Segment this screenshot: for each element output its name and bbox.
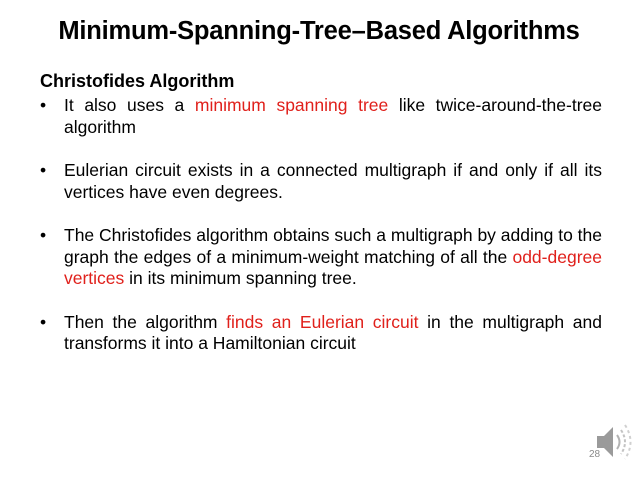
bullet-text: Eulerian circuit exists in a connected multigraph if and only if all its vertices have even degrees. bbox=[64, 160, 602, 202]
highlighted-text: minimum spanning tree bbox=[194, 95, 389, 115]
page-number: 28 bbox=[589, 449, 601, 460]
bullet-list bbox=[40, 95, 602, 355]
bullet-text: in its minimum spanning tree. bbox=[124, 268, 357, 288]
bullet-marker: • bbox=[40, 160, 47, 180]
bullet-marker: • bbox=[40, 311, 47, 332]
bullet-item bbox=[40, 312, 602, 355]
speaker-body bbox=[597, 427, 613, 457]
bullet-text: It also uses a bbox=[64, 95, 195, 115]
bullet-item bbox=[40, 225, 602, 290]
bullet-text: The Christofides algorithm obtains such a multigraph by adding to the graph the edges of a minimum-weight matching of all the bbox=[64, 225, 602, 267]
sound-wave-small bbox=[617, 435, 620, 449]
bullet-marker: • bbox=[40, 95, 47, 115]
section-subheading: Christofides Algorithm bbox=[40, 71, 235, 91]
sound-wave-medium bbox=[621, 430, 625, 454]
slide-content bbox=[40, 69, 602, 377]
bullet-text: like twice-around-the-tree algorithm bbox=[64, 95, 602, 137]
bullet-text: Then the algorithm bbox=[64, 311, 227, 332]
slide-title: Minimum-Spanning-Tree–Based Algorithms bbox=[58, 17, 580, 45]
highlighted-text: finds an Eulerian circuit bbox=[226, 311, 419, 332]
bullet-item bbox=[40, 95, 602, 138]
highlighted-text: odd-degree vertices bbox=[64, 246, 602, 288]
bullet-item bbox=[40, 160, 602, 203]
bullet-marker: • bbox=[40, 225, 47, 245]
speaker-volume-icon[interactable] bbox=[593, 420, 633, 464]
bullet-text: in the multigraph and transforms it into a Hamiltonian circuit bbox=[64, 311, 602, 353]
